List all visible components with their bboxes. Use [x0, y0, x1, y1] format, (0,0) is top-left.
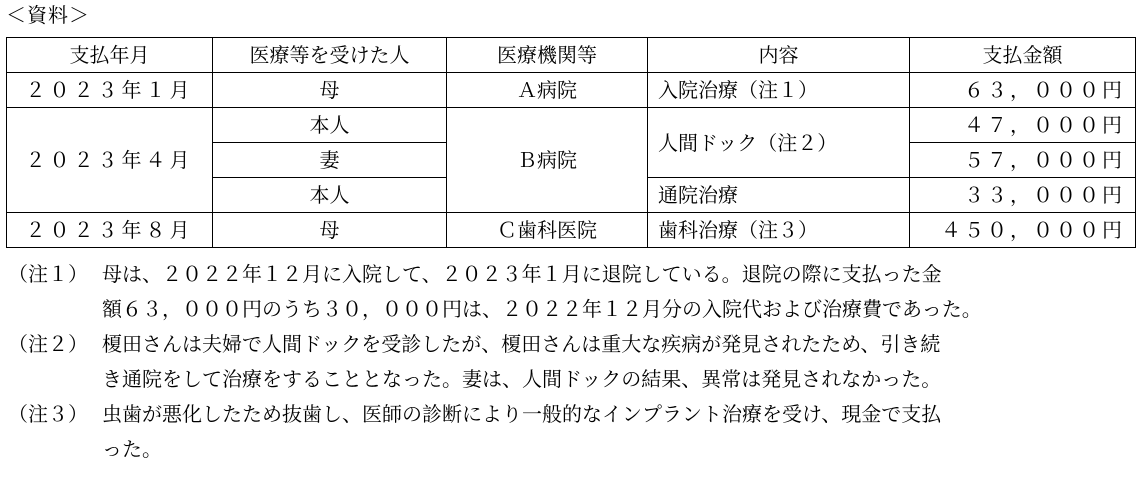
notes-section	[8, 257, 1137, 467]
table-row	[7, 73, 1136, 108]
note-2	[8, 327, 1137, 397]
header-amount: 支払金額	[910, 38, 1136, 73]
cell-person: 妻	[213, 143, 447, 178]
header-recipient: 医療等を受けた人	[213, 38, 447, 73]
cell-amount: ４５０，０００円	[910, 213, 1136, 248]
note-1	[8, 257, 1137, 327]
document-heading: ＜資料＞	[6, 3, 90, 27]
cell-date: ２０２３年１月	[7, 73, 213, 108]
note-mark: （注２）	[8, 332, 88, 356]
note-text-line: 額６３，０００円のうち３０，０００円は、２０２２年１２月分の入院代および治療費であった。	[102, 297, 982, 321]
cell-content: 歯科治療（注３）	[648, 213, 910, 248]
note-mark: （注１）	[8, 262, 88, 286]
table-row	[7, 108, 1136, 143]
note-text-line: 虫歯が悪化したため抜歯し、医師の診断により一般的なインプラント治療を受け、現金で支払	[102, 402, 942, 426]
note-3	[8, 397, 1137, 467]
cell-person: 本人	[213, 108, 447, 143]
table-header-row	[7, 38, 1136, 73]
header-payment-month: 支払年月	[7, 38, 213, 73]
note-mark: （注３）	[8, 402, 88, 426]
cell-amount: ４７，０００円	[910, 108, 1136, 143]
cell-amount: ３３，０００円	[910, 178, 1136, 213]
header-content: 内容	[648, 38, 910, 73]
cell-person: 母	[213, 213, 447, 248]
note-text-line: った。	[102, 437, 162, 461]
payment-table	[6, 37, 1136, 248]
cell-content: 人間ドック（注２）	[648, 108, 910, 178]
note-text-line: き通院をして治療をすることとなった。妻は、人間ドックの結果、異常は発見されなかった。	[102, 367, 942, 391]
cell-institution: Ｃ歯科医院	[447, 213, 648, 248]
cell-person: 本人	[213, 178, 447, 213]
cell-date: ２０２３年４月	[7, 108, 213, 213]
cell-institution: Ｂ病院	[447, 108, 648, 213]
cell-person: 母	[213, 73, 447, 108]
cell-content: 通院治療	[648, 178, 910, 213]
header-institution: 医療機関等	[447, 38, 648, 73]
cell-content: 入院治療（注１）	[648, 73, 910, 108]
note-text-line: 榎田さんは夫婦で人間ドックを受診したが、榎田さんは重大な疾病が発見されたため、引き続	[102, 332, 941, 356]
cell-amount: ６３，０００円	[910, 73, 1136, 108]
note-text-line: 母は、２０２２年１２月に入院して、２０２３年１月に退院している。退院の際に支払った金	[102, 262, 942, 286]
table-row	[7, 213, 1136, 248]
cell-institution: Ａ病院	[447, 73, 648, 108]
cell-date: ２０２３年８月	[7, 213, 213, 248]
cell-amount: ５７，０００円	[910, 143, 1136, 178]
